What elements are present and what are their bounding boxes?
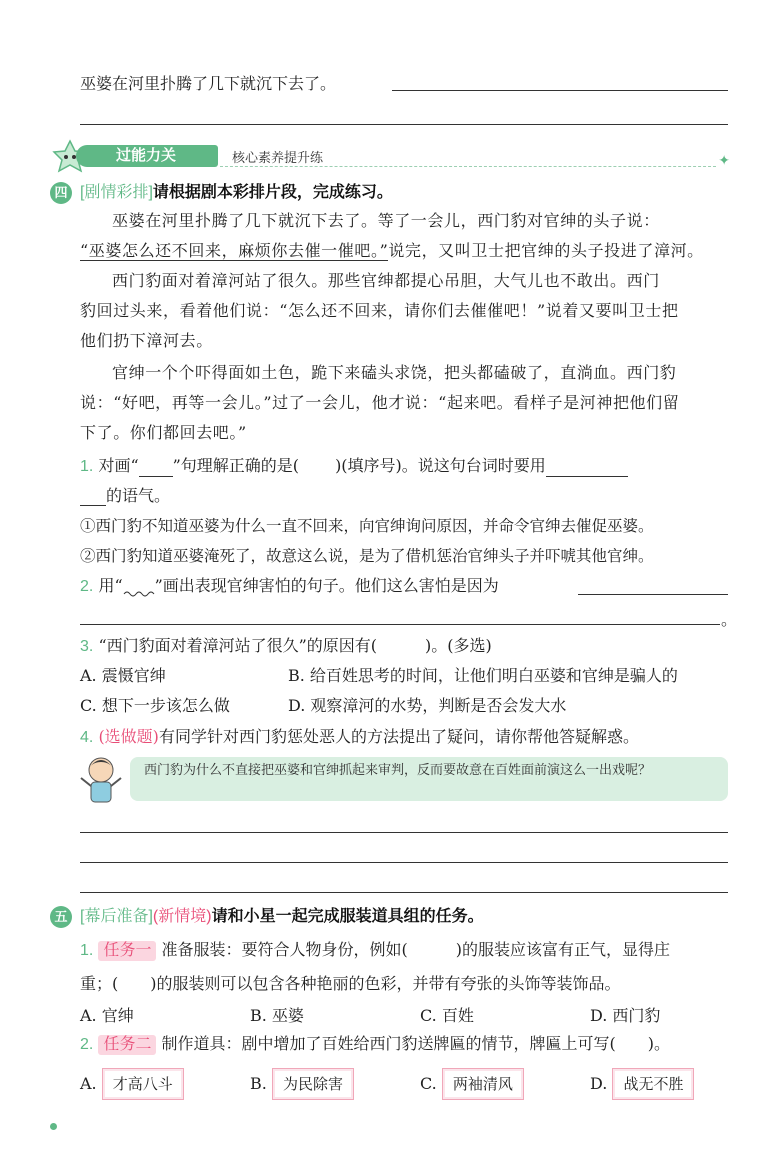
plaque-option-a[interactable] [80, 1068, 184, 1100]
question-number: 3. [80, 638, 94, 655]
task-label: 任务一 [98, 941, 156, 961]
plaque: 两袖清风 [442, 1068, 524, 1100]
task-label: 任务二 [98, 1035, 156, 1055]
option-b[interactable]: B. 给百姓思考的时间，让他们明白巫婆和官绅是骗人的 [288, 666, 678, 685]
question-1-cont [80, 486, 170, 506]
top-sentence: 巫婆在河里扑腾了几下就沉下去了。 [80, 74, 337, 93]
wavy-line-icon [123, 583, 155, 597]
option-c[interactable]: C. 想下一步该怎么做 [80, 696, 230, 715]
paragraph-line: 巫婆在河里扑腾了几下就沉下去了。等了一会儿，西门豹对官绅的头子说： [112, 211, 660, 230]
section-badge: 五 [50, 906, 72, 928]
student-avatar-icon [76, 752, 126, 808]
plaque-option-d[interactable] [590, 1068, 694, 1100]
paragraph-line: 说完，又叫卫士把官绅的头子投进了漳河。 [388, 241, 704, 260]
option-d[interactable]: D. 西门豹 [590, 1006, 661, 1025]
section-tag: [剧情彩排] [80, 184, 153, 201]
question-3 [80, 636, 492, 657]
question-number: 1. [80, 942, 94, 959]
period: 。 [721, 610, 738, 629]
answer-line[interactable] [578, 594, 728, 595]
task-1-cont: 重；( )的服装则可以包含各种艳丽的色彩，并带有夸张的头饰等装饰品。 [80, 974, 621, 993]
paragraph-line: 说：“好吧，再等一会儿。”过了一会儿，他才说：“起来吧。看样子是河神把他们留 [80, 393, 680, 412]
plaque-option-b[interactable] [250, 1068, 354, 1100]
question-number: 1. [80, 458, 94, 475]
paragraph-line: 下了。你们都回去吧。” [80, 423, 247, 442]
answer-line[interactable] [80, 892, 728, 893]
banner-title: 过能力关 [76, 145, 218, 167]
question-text: ”画出表现官绅害怕的句子。他们这么害怕是因为 [154, 576, 499, 595]
question-number: 4. [80, 729, 94, 746]
question-text: 有同学针对西门豹惩处恶人的方法提出了疑问，请你帮他答疑解惑。 [158, 727, 639, 746]
answer-line[interactable] [80, 832, 728, 833]
star-icon: ✦ [718, 153, 730, 169]
section-heading [80, 182, 393, 204]
question-text: )(填序号)。说这句台词时要用 [335, 456, 546, 475]
option-c[interactable]: C. 百姓 [420, 1006, 474, 1025]
option-letter: C. [420, 1074, 437, 1093]
question-1 [80, 456, 628, 477]
paragraph-line: 官绅一个个吓得面如土色，跪下来磕头求饶，把头都磕破了，直淌血。西门豹 [112, 363, 677, 382]
question-text: 用“ [98, 576, 123, 595]
section-instruction: 请和小星一起完成服装道具组的任务。 [211, 908, 484, 925]
section-heading [80, 906, 484, 928]
option-letter: B. [250, 1074, 267, 1093]
banner-divider [220, 166, 716, 167]
answer-line[interactable] [392, 90, 728, 91]
option-b[interactable]: B. 巫婆 [250, 1006, 304, 1025]
question-text: ”句理解正确的是( [172, 456, 300, 475]
blank-line[interactable] [80, 489, 106, 506]
speech-bubble: 西门豹为什么不直接把巫婆和官绅抓起来审判，反而要故意在百姓面前演这么一出戏呢？ [130, 757, 728, 801]
plaque: 才高八斗 [102, 1068, 184, 1100]
section-instruction: 请根据剧本彩排片段，完成练习。 [152, 184, 393, 201]
question-number: 2. [80, 578, 94, 595]
question-number: 2. [80, 1036, 94, 1053]
task-text: 制作道具：剧中增加了百姓给西门豹送牌匾的情节，牌匾上可写( )。 [161, 1034, 671, 1053]
question-text: 对画“ [98, 456, 139, 475]
underlined-quote: “巫婆怎么还不回来，麻烦你去催一催吧。” [80, 241, 389, 260]
task-1 [80, 940, 670, 961]
section-banner [50, 145, 730, 167]
question-text: 的语气。 [106, 486, 171, 505]
script-paragraph [80, 206, 730, 236]
task-text: 准备服装：要符合人物身份，例如( )的服装应该富有正气，显得庄 [161, 940, 671, 959]
optional-tag: (选做题) [98, 727, 159, 746]
option-2[interactable]: ②西门豹知道巫婆淹死了，故意这么说，是为了借机惩治官绅头子并吓唬其他官绅。 [80, 547, 654, 565]
blank-line[interactable] [546, 460, 628, 477]
script-paragraph-line2 [80, 236, 730, 266]
section-badge: 四 [50, 182, 72, 204]
blank-line[interactable] [139, 460, 173, 477]
option-1[interactable]: ①西门豹不知道巫婆为什么一直不回来，向官绅询问原因，并命令官绅去催促巫婆。 [80, 517, 654, 535]
task-2 [80, 1034, 670, 1055]
paragraph-line: 他们扔下漳河去。 [80, 331, 213, 350]
plaque-option-c[interactable] [420, 1068, 524, 1100]
answer-line[interactable] [80, 862, 728, 863]
question-2 [80, 576, 499, 597]
question-text: “西门豹面对着漳河站了很久”的原因有( )。(多选) [98, 636, 492, 655]
option-a[interactable]: A. 震慑官绅 [80, 666, 166, 685]
script-paragraph [80, 266, 730, 296]
option-a[interactable]: A. 官绅 [80, 1006, 134, 1025]
option-letter: A. [80, 1074, 97, 1093]
answer-line[interactable] [80, 124, 728, 125]
context-tag: (新情境) [152, 908, 212, 925]
page-dot [50, 1123, 57, 1130]
plaque: 为民除害 [272, 1068, 354, 1100]
section-tag: [幕后准备] [80, 908, 153, 925]
option-letter: D. [590, 1074, 608, 1093]
option-d[interactable]: D. 观察漳河的水势，判断是否会发大水 [288, 696, 567, 715]
banner-subtitle: 核心素养提升练 [232, 150, 324, 165]
paragraph-line: 西门豹面对着漳河站了很久。那些官绅都提心吊胆，大气儿也不敢出。西门 [112, 271, 660, 290]
question-4 [80, 727, 639, 748]
plaque: 战无不胜 [612, 1068, 694, 1100]
paragraph-line: 豹回过头来，看着他们说：“怎么还不回来，请你们去催催吧！”说着又要叫卫士把 [80, 301, 679, 320]
script-paragraph [80, 358, 730, 388]
answer-line[interactable] [80, 624, 720, 625]
